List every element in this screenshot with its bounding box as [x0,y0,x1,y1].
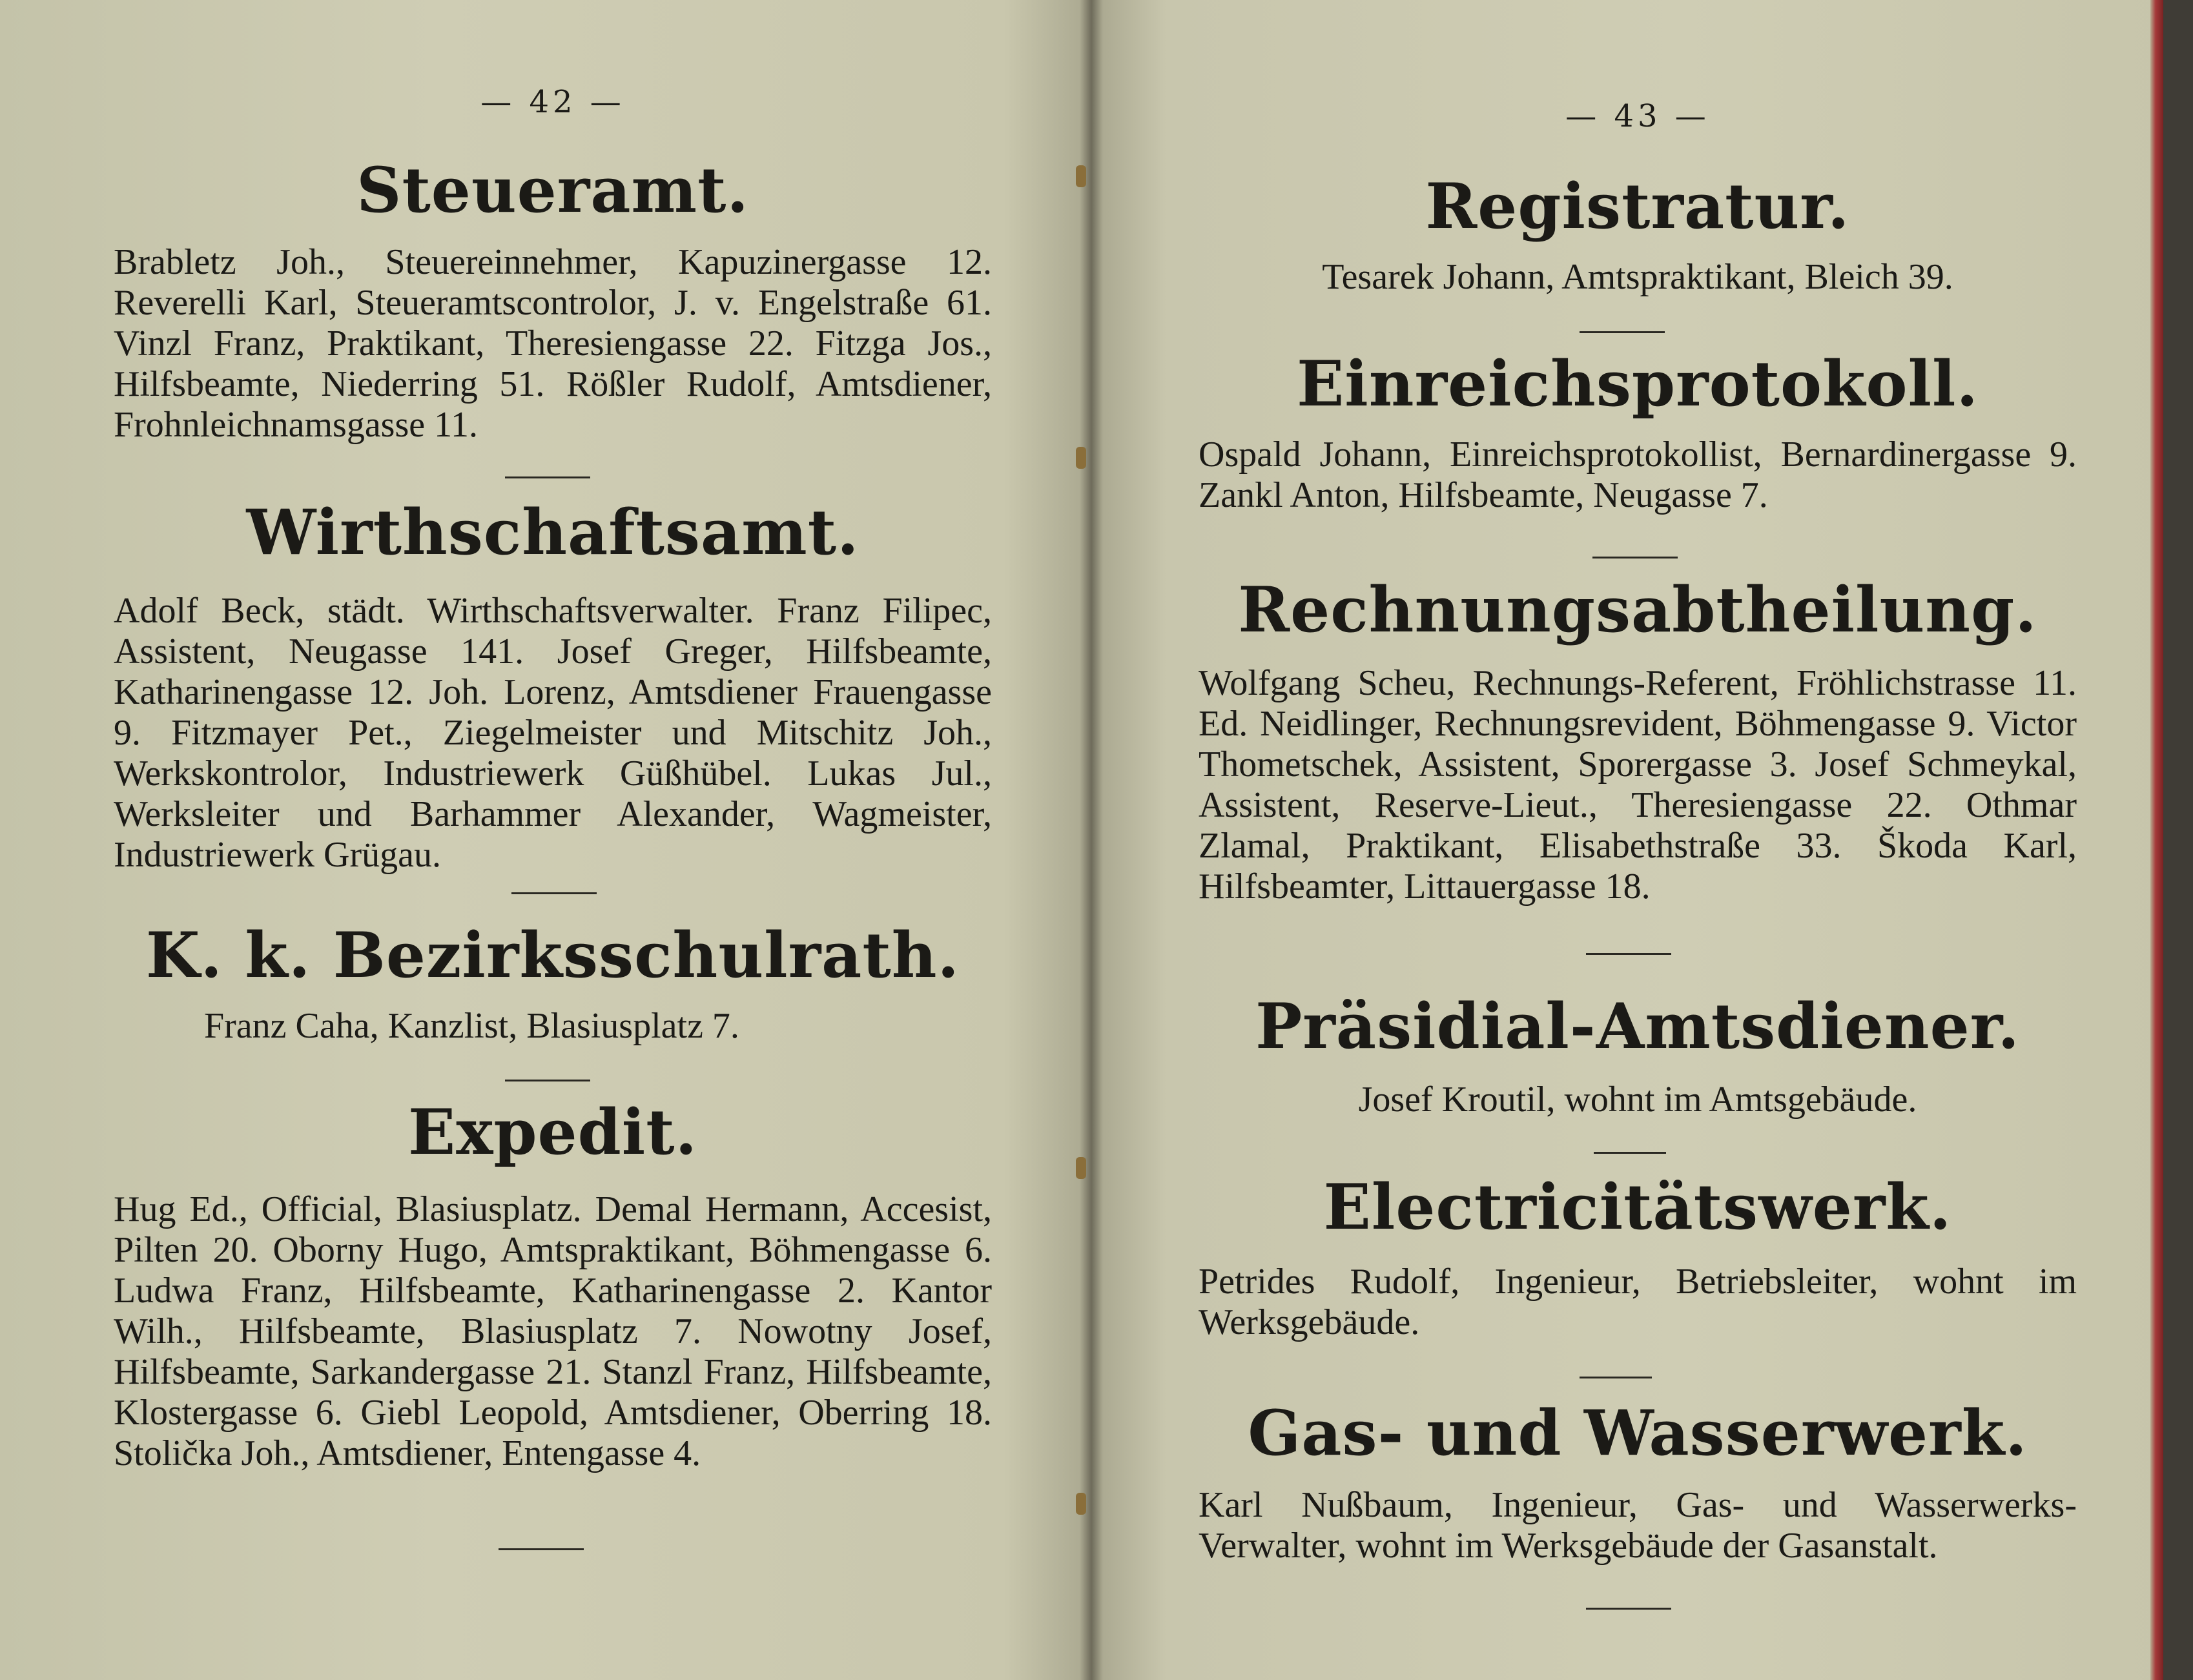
page-number: — 42 — [480,84,625,120]
section-text: Adolf Beck, städt. Wirthschaftsverwalter. Franz Filipec, Assistent, Neugasse 141. Josef Greger, Hilfsbeamte, Katharinengasse 12. Joh. Lorenz, Amtsdiener Frauengasse 9. Fitzmayer Pet., Ziegelmeister und Mitschitz Joh., Werkskontrolor, Industriewerk Güßhübel. Lukas Jul., Werksleiter und Barhammer Alexander, Wagmeister, Industriewerk Grügau. [114,591,992,875]
book-gutter [1080,0,1103,1680]
section-rechnungsabtheilung [1199,571,2077,907]
section-electricitaetswerk [1199,1169,2077,1343]
section-divider [505,1080,590,1081]
section-divider [1580,1377,1652,1378]
binding-stitch [1076,447,1086,469]
section-divider [511,892,597,894]
section-divider [1586,1608,1671,1610]
binding-stitch [1076,1493,1086,1515]
section-heading: Electricitätswerk. [1323,1171,1952,1244]
section-heading: Gas- und Wasserwerk. [1248,1397,2028,1470]
section-praesidial-amtsdiener [1199,988,2077,1120]
binding-stitch [1076,1157,1086,1179]
section-divider [1586,953,1671,955]
section-text: Tesarek Johann, Amtspraktikant, Bleich 39. [1322,257,1953,297]
section-text: Petrides Rudolf, Ingenieur, Betriebsleiter, wohnt im Werksgebäude. [1199,1262,2077,1342]
section-gas-und-wasserwerk [1199,1395,2077,1566]
section-divider [1594,1152,1666,1154]
section-heading: K. k. Bezirksschulrath. [146,919,960,992]
section-text: Josef Kroutil, wohnt im Amtsgebäude. [1358,1080,1917,1120]
section-text: Brabletz Joh., Steuereinnehmer, Kapuzinergasse 12. Reverelli Karl, Steueramtscontrolor, J. v. Engelstraße 61. Vinzl Franz, Praktikant, Theresiengasse 22. Fitzga Jos., Hilfsbeamte, Niederring 51. Rößler Rudolf, Amtsdiener, Frohnleichnamsgasse 11. [114,242,992,445]
section-heading: Steueramt. [356,154,749,227]
section-bezirksschulrath [114,917,992,1047]
section-expedit [114,1094,992,1474]
section-heading: Präsidial-Amtsdiener. [1255,990,2020,1063]
section-heading: Expedit. [408,1096,697,1169]
section-heading: Wirthschaftsamt. [246,496,860,569]
section-divider [505,476,590,478]
book-edge [2150,0,2163,1680]
section-text: Karl Nußbaum, Ingenieur, Gas- und Wasserwerks-Verwalter, wohnt im Werksgebäude der Gasanstalt. [1199,1485,2077,1566]
section-text: Ospald Johann, Einreichsprotokollist, Bernardinergasse 9. Zankl Anton, Hilfsbeamte, Neugasse 7. [1199,435,2077,515]
background-edge [2163,0,2193,1680]
section-wirthschaftsamt [114,494,992,876]
section-heading: Registratur. [1425,170,1850,243]
binding-stitch [1076,165,1086,187]
section-text: Hug Ed., Official, Blasiusplatz. Demal Hermann, Accesist, Pilten 20. Oborny Hugo, Amtspraktikant, Böhmengasse 6. Ludwa Franz, Hilfsbeamte, Katharinengasse 2. Kantor Wilh., Hilfsbeamte, Blasiusplatz 7. Nowotny Josef, Hilfsbeamte, Sarkandergasse 21. Stanzl Franz, Hilfsbeamte, Klostergasse 6. Giebl Leopold, Amtsdiener, Oberring 18. Stolička Joh., Amtsdiener, Entengasse 4. [114,1189,992,1473]
section-steueramt [114,152,992,446]
section-divider [1592,557,1678,558]
section-text: Wolfgang Scheu, Rechnungs-Referent, Fröhlichstrasse 11. Ed. Neidlinger, Rechnungsrevident, Böhmengasse 9. Victor Thometschek, Assistent, Sporergasse 3. Josef Schmeykal, Assistent, Reserve-Lieut., Theresiengasse 22. Othmar Zlamal, Praktikant, Elisabethstraße 33. Škoda Karl, Hilfsbeamter, Littauergasse 18. [1199,663,2077,907]
section-divider [499,1548,584,1550]
section-registratur [1199,168,2077,298]
section-heading: Rechnungsabtheilung. [1238,573,2037,646]
section-heading: Einreichsprotokoll. [1297,347,1979,420]
page-number: — 43 — [1565,98,1710,134]
section-text: Franz Caha, Kanzlist, Blasiusplatz 7. [204,1006,739,1046]
section-einreichsprotokoll [1199,345,2077,516]
section-divider [1580,331,1665,333]
